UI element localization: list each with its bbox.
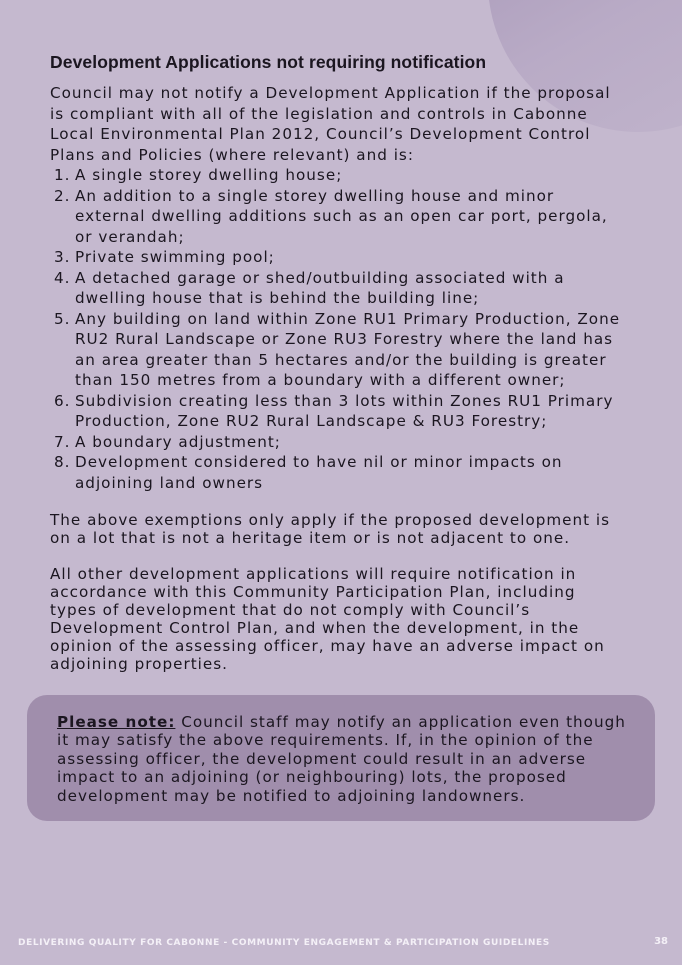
list-item [50, 309, 625, 391]
list-item-number: 1. [54, 166, 71, 184]
intro-paragraph: Council may not notify a Development Application if the proposal is compliant with all of the legislation and controls in Cabonne Local Environmental Plan 2012, Council’s Development Control Plans and Policies (where relevant) and is: [50, 84, 611, 164]
note-box [27, 695, 655, 821]
list-item-text: Development considered to have nil or minor impacts on adjoining land owners [75, 453, 563, 492]
exemption-paragraph: The above exemptions only apply if the proposed development is on a lot that is not a heritage item or is not adjacent to one. [50, 511, 611, 547]
list-item-number: 2. [54, 186, 71, 205]
list-item-number: 5. [54, 309, 71, 328]
other-applications-paragraph: All other development applications will require notification in accordance with this Community Participation Plan, including types of development that do not comply with Council’s Development Control Plan, and when the development, in the opinion of the assessing officer, may have an adverse impact on adjoining properties. [50, 565, 605, 673]
note-label: Please note: [57, 713, 176, 731]
list-item-text: A detached garage or shed/outbuilding associated with a dwelling house that is behind the building line; [75, 268, 565, 307]
list-item [50, 186, 625, 248]
list-item-text: Private swimming pool; [75, 248, 275, 266]
note-text [57, 713, 632, 805]
list-item [50, 247, 625, 268]
list-item-number: 7. [54, 432, 71, 451]
section-heading: Development Applications not requiring notification [50, 52, 487, 72]
list-item [50, 452, 625, 493]
list-item-number: 3. [54, 248, 71, 266]
main-content [50, 52, 625, 673]
list-item-number: 6. [54, 391, 71, 410]
list-item-number: 8. [54, 453, 71, 471]
list-item [50, 268, 625, 309]
list-item-text: Any building on land within Zone RU1 Primary Production, Zone RU2 Rural Landscape or Zone RU3 Forestry where the land has an area greater than 5 hectares and/or the building is greater than 150 metres from a boundary with a different owner; [75, 309, 621, 389]
list-item [50, 391, 625, 432]
list-item-text: Subdivision creating less than 3 lots within Zones RU1 Primary Production, Zone RU2 Rural Landscape & RU3 Forestry; [75, 391, 614, 430]
list-item-text: A boundary adjustment; [75, 432, 281, 451]
note-body: Council staff may notify an application even though it may satisfy the above requirements. If, in the opinion of the assessing officer, the development could result in an adverse impact to an adjoining (or neighbouring) lots, the proposed development may be notified to adjoining landowners. [57, 713, 626, 805]
requirements-list [50, 165, 625, 493]
list-item [50, 165, 625, 186]
page-number: 38 [654, 936, 668, 947]
footer-title: DELIVERING QUALITY FOR CABONNE - COMMUNITY ENGAGEMENT & PARTICIPATION GUIDELINES [18, 938, 550, 948]
list-item-number: 4. [54, 268, 71, 287]
list-item-text: An addition to a single storey dwelling house and minor external dwelling additions such as an open car port, pergola, or verandah; [75, 186, 608, 246]
list-item [50, 432, 625, 453]
list-item-text: A single storey dwelling house; [75, 166, 343, 184]
